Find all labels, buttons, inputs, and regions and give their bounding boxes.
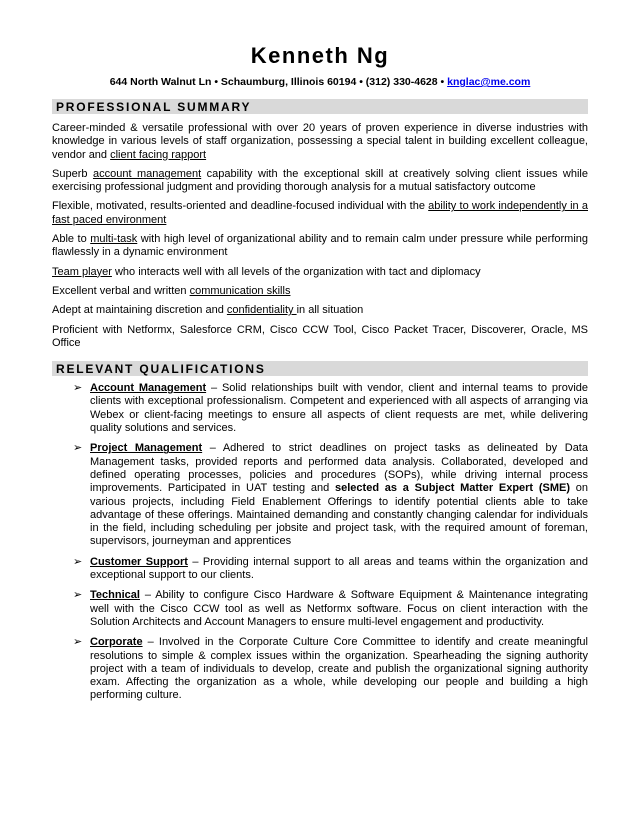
summary-keyword: multi-task xyxy=(90,233,138,246)
summary-keyword: confidentiality xyxy=(226,304,297,317)
qualification-item-account-management xyxy=(52,382,588,435)
qualification-title: Project Management xyxy=(90,442,203,455)
summary-paragraph xyxy=(52,200,588,227)
summary-paragraph xyxy=(52,168,588,195)
summary-text: capability with the exceptional skill at creatively solving client issues while exercising professional judgment and providing thorough analysis for a mutual satisfactory outcome xyxy=(52,167,588,194)
arrow-bullet-icon: ➢ xyxy=(73,636,83,649)
qualification-text: – Providing internal support to all areas and teams within the organization and exceptional support to our clients. xyxy=(90,555,588,582)
summary-text: with high level of organizational ability and to remain calm under pressure while performing flawlessly in a dynamic environment xyxy=(52,233,588,259)
summary-text: Adept at maintaining discretion and xyxy=(52,304,227,317)
summary-text: Career-minded & versatile professional with over 20 years of proven experience in diverse industries with knowledge in various levels of staff organization, possessing a special talent in building excellent colleague, vendor and xyxy=(52,122,588,161)
summary-text: who interacts well with all levels of the organization with tact and diplomacy xyxy=(111,265,481,278)
qualification-text: – Ability to configure Cisco Hardware & Software Equipment & Maintenance integrating well with the Cisco CCW tool as well as Netformx software. Focus on client interaction with the Solution Architects and Account Managers to ensure multi-level engagement and productivity. xyxy=(90,589,588,628)
qualification-title: Customer Support xyxy=(90,555,188,568)
candidate-name: Kenneth Ng xyxy=(250,43,390,68)
summary-paragraph xyxy=(52,266,588,279)
summary-text: Flexible, motivated, results-oriented and deadline-focused individual with the xyxy=(52,200,429,213)
qualification-title: Account Management xyxy=(90,382,207,395)
summary-text: Excellent verbal and written xyxy=(52,284,190,297)
qualification-item-customer-support xyxy=(52,556,588,583)
qualification-title: Corporate xyxy=(90,636,143,649)
qualification-title: Technical xyxy=(90,589,140,602)
contact-line xyxy=(52,76,588,89)
summary-paragraph xyxy=(52,285,588,298)
summary-paragraph: Proficient with Netformx, Salesforce CRM, Cisco CCW Tool, Cisco Packet Tracer, Discoverer, Oracle, MS Office xyxy=(52,323,588,349)
summary-paragraph xyxy=(52,304,588,317)
summary-keyword: Team player xyxy=(52,265,112,278)
summary-text: in all situation xyxy=(296,304,364,317)
qualification-text: – Solid relationships built with vendor, client and internal teams to provide clients with exceptional professionalism. Competent and experienced with all aspects of arranging via Webex or client-facing meetings to ensure all aspects of client requests are met, while delivering quality solutions and services. xyxy=(90,382,588,435)
arrow-bullet-icon: ➢ xyxy=(73,442,83,455)
summary-keyword: client facing rapport xyxy=(110,148,207,161)
arrow-bullet-icon: ➢ xyxy=(73,555,83,568)
section-header-relevant-qualifications: RELEVANT QUALIFICATIONS xyxy=(52,361,588,376)
qualifications-list xyxy=(52,382,588,703)
summary-section xyxy=(52,122,588,350)
summary-keyword: account management xyxy=(92,167,202,180)
summary-paragraph xyxy=(52,233,588,260)
qualification-item-technical xyxy=(52,589,588,629)
arrow-bullet-icon: ➢ xyxy=(73,382,83,395)
section-header-professional-summary: PROFESSIONAL SUMMARY xyxy=(52,99,588,114)
contact-address-phone: 644 North Walnut Ln • Schaumburg, Illinois 60194 • (312) 330-4628 • xyxy=(109,76,448,88)
qualification-text: on various projects, including Field Enablement Offerings to identify potential clients able to take advantage of these offerings. Maintained demanding and constantly changing calendar for individuals in the field, including scheduling per jobsite and project task, with the required amount of foreman, supervisors, journeyman and apprentices xyxy=(90,482,588,548)
qualification-text: – Involved in the Corporate Culture Core Committee to identify and create meaningful resolutions to simple & complex issues within the organization. Spearheading the signing authority project with a team of individuals to develop, create and publish the organizational signing authority exam. Affecting the organization as a whole, while developing our people and building a high performing culture. xyxy=(90,636,588,702)
qualification-highlight: selected as a Subject Matter Expert (SME) xyxy=(335,482,571,495)
email-link[interactable]: knglac@me.com xyxy=(447,76,531,88)
summary-paragraph xyxy=(52,122,588,162)
summary-text: Able to xyxy=(52,233,91,246)
qualification-item-corporate xyxy=(52,636,588,702)
summary-keyword: communication skills xyxy=(189,284,291,297)
qualification-text: – Adhered to strict deadlines on project tasks as delineated by Data Management tasks, provided reports and performed data analysis. Collaborated, developed and defined operating processes, policies and procedures (SOPs), while driving internal process improvements. Participated in UAT testing and xyxy=(90,442,588,495)
qualification-item-project-management xyxy=(52,442,588,548)
summary-text: Superb xyxy=(52,167,93,180)
summary-keyword: ability to work independently in a fast paced environment xyxy=(52,200,588,226)
arrow-bullet-icon: ➢ xyxy=(73,589,83,602)
